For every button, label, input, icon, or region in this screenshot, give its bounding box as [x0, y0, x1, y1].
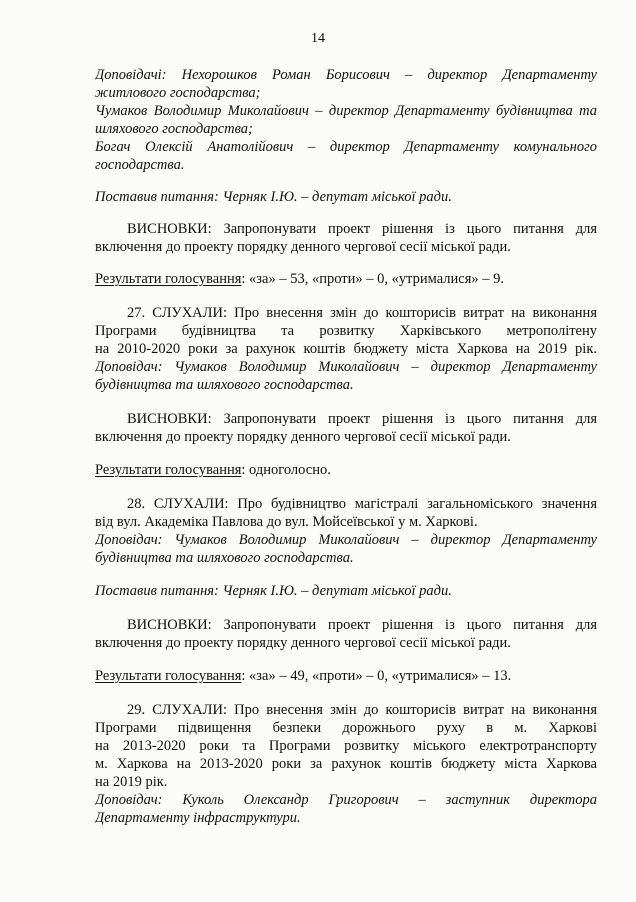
- voting-results-value: : «за» – 49, «проти» – 0, «утрималися» – 13.: [241, 668, 512, 684]
- voting-results: [95, 270, 597, 288]
- conclusion-line: включення до проекту порядку денного чергової сесії міської ради.: [95, 239, 511, 255]
- item-29-speaker-line: Департаменту інфраструктури.: [95, 810, 301, 826]
- item-28-line: від вул. Академіка Павлова до вул. Мойсеївської у м. Харкові.: [95, 514, 478, 530]
- conclusion-line: ВИСНОВКИ: Запропонувати проект рішення із цього питання для: [127, 411, 597, 427]
- question-raised-line: Поставив питання: Черняк І.Ю. – депутат міської ради.: [95, 189, 452, 205]
- conclusion-line: включення до проекту порядку денного чергової сесії міської ради.: [95, 635, 511, 651]
- speakers-line: житлового господарства;: [95, 85, 261, 101]
- item-29-line: Програми підвищення безпеки дорожнього руху в м. Харкові: [95, 720, 597, 736]
- item-27-speaker-line: Доповідач: Чумаков Володимир Миколайович – директор Департаменту: [95, 359, 597, 375]
- conclusion-line: включення до проекту порядку денного чергової сесії міської ради.: [95, 429, 511, 445]
- speakers-line: господарства.: [95, 157, 185, 173]
- question-raised-line: Поставив питання: Черняк І.Ю. – депутат міської ради.: [95, 583, 452, 599]
- item-29-line: на 2019 рік.: [95, 774, 168, 790]
- speakers-line: Богач Олексій Анатолійович – директор Департаменту комунального: [95, 139, 597, 155]
- voting-results: [95, 667, 597, 685]
- conclusion-line: ВИСНОВКИ: Запропонувати проект рішення із цього питання для: [127, 221, 597, 237]
- conclusion-line: ВИСНОВКИ: Запропонувати проект рішення із цього питання для: [127, 617, 597, 633]
- voting-results: [95, 461, 597, 479]
- item-27-speaker-line: будівництва та шляхового господарства.: [95, 377, 354, 393]
- item-29-speaker-line: Доповідач: Куколь Олександр Григорович – заступник директора: [95, 792, 597, 808]
- voting-results-value: : одноголосно.: [241, 462, 331, 478]
- item-27-line: Програми будівництва та розвитку Харківського метрополітену: [95, 323, 597, 339]
- item-27-line: на 2010-2020 роки за рахунок коштів бюджету міста Харкова на 2019 рік.: [95, 341, 597, 357]
- speakers-line: шляхового господарства;: [95, 121, 253, 137]
- item-29-line: 29. СЛУХАЛИ: Про внесення змін до кошторисів витрат на виконання: [127, 702, 597, 718]
- speakers-line: Доповідачі: Нехорошков Роман Борисович – директор Департаменту: [95, 67, 597, 83]
- voting-results-label: Результати голосування: [95, 668, 242, 684]
- page-number: 14: [311, 31, 325, 46]
- item-28-line: 28. СЛУХАЛИ: Про будівництво магістралі загальноміського значення: [127, 496, 597, 512]
- item-28-speaker-line: Доповідач: Чумаков Володимир Миколайович – директор Департаменту: [95, 532, 597, 548]
- item-29-line: на 2013-2020 роки та Програми розвитку міського електротранспорту: [95, 738, 597, 754]
- item-28-speaker-line: будівництва та шляхового господарства.: [95, 550, 354, 566]
- item-29-line: м. Харкова на 2013-2020 роки за рахунок коштів бюджету міста Харкова: [95, 756, 597, 772]
- voting-results-value: : «за» – 53, «проти» – 0, «утрималися» – 9.: [241, 271, 505, 287]
- item-27-line: 27. СЛУХАЛИ: Про внесення змін до кошторисів витрат на виконання: [127, 305, 597, 321]
- voting-results-label: Результати голосування: [95, 271, 242, 287]
- voting-results-label: Результати голосування: [95, 462, 242, 478]
- speakers-line: Чумаков Володимир Миколайович – директор Департаменту будівництва та: [95, 103, 597, 119]
